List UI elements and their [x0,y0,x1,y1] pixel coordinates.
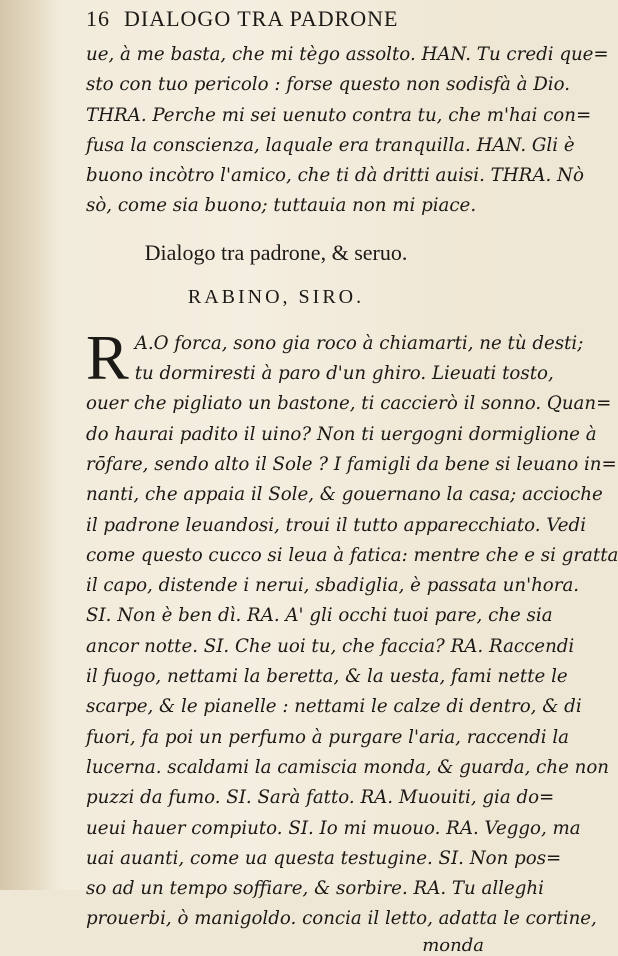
text-line: il fuogo, nettami la beretta, & la uesta, fami nette le [86,666,568,688]
text-line: fusa la conscienza, laquale era tranquilla. HAN. Gli è [86,134,575,156]
text-line: uai auanti, come ua questa testugine. SI. Non pos= [86,847,562,869]
text-line: nanti, che appaia il Sole, & gouernano la casa; accioche [86,484,603,506]
text-line: A.O forca, sono gia roco à chiamarti, ne tù desti; [134,332,584,354]
text-line: come questo cucco si leua à fatica: mentre che e si gratta [86,544,618,566]
drop-cap: R [86,321,129,393]
text-line: scarpe, & le pianelle : nettami le calze di dentro, & di [86,696,582,718]
dialogue-body [86,321,618,956]
text-line: do haurai padito il uino? Non ti uergogni dormiglione à [86,423,597,445]
text-line: sto con tuo pericolo : forse questo non sodisfà à Dio. [86,74,571,96]
section-title: Dialogo tra padrone, & seruo. [144,239,408,265]
text-line: puzzi da fumo. SI. Sarà fatto. RA. Muouiti, gia do= [86,787,555,809]
running-header [86,6,486,32]
page-gutter-shadow [0,0,60,890]
catchword: monda [422,934,484,956]
speakers-heading: RABINO, SIRO. [187,285,365,308]
text-line: fuori, fa poi un perfumo à purgare l'aria, raccendi la [86,726,570,748]
text-line: ancor notte. SI. Che uoi tu, che faccia? RA. Raccendi [86,635,575,657]
text-line: il capo, distende i nerui, sbadiglia, è passata un'hora. [86,575,580,597]
text-line: ouer che pigliato un bastone, ti caccierò il sonno. Quan= [86,393,612,415]
text-line: rōfare, sendo alto il Sole ? I famigli da bene si leuano in= [86,453,617,475]
dialogue-continuation [86,40,609,222]
text-line: SI. Non è ben dì. RA. A' gli occhi tuoi pare, che sia [86,605,553,627]
text-line: so ad un tempo soffiare, & sorbire. RA. Tu alleghi [86,878,544,900]
text-line: tu dormiresti à paro d'un ghiro. Lieuati tosto, [134,363,554,385]
running-title: DIALOGO TRA PADRONE [124,6,399,31]
text-line: sò, come sia buono; tuttauia non mi piace. [86,195,477,217]
text-line: lucerna. scaldami la camiscia monda, & guarda, che non [86,756,609,778]
text-line: ue, à me basta, che mi tègo assolto. HAN. Tu credi que= [86,44,609,65]
page-number: 16 [86,6,110,31]
text-line: prouerbi, ò manigoldo. concia il letto, adatta le cortine, [86,908,597,930]
text-line: ueui hauer compiuto. SI. Io mi muouo. RA. Veggo, ma [86,817,581,839]
text-line: buono incòtro l'amico, che ti dà dritti auisi. THRA. Nò [86,165,584,187]
text-line: il padrone leuandosi, troui il tutto apparecchiato. Vedi [86,514,587,536]
text-line: THRA. Perche mi sei uenuto contra tu, che m'hai con= [86,104,592,126]
